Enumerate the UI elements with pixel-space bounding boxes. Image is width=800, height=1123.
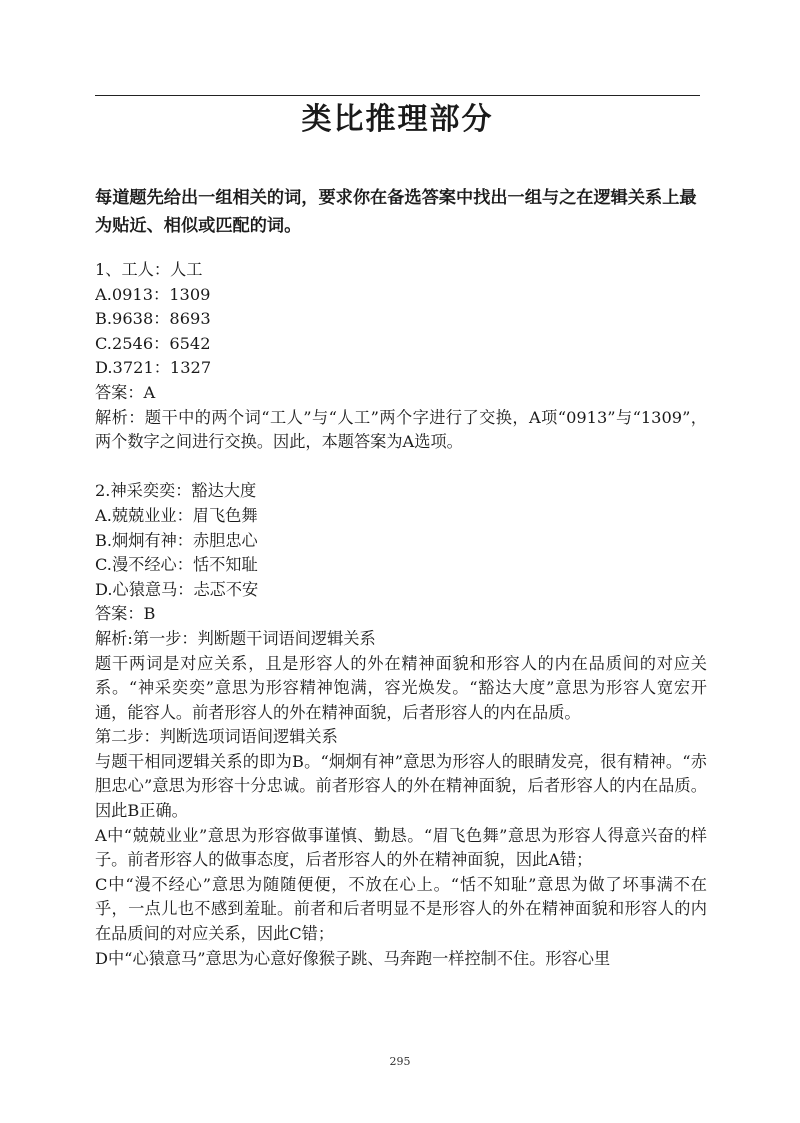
option-d-analysis: D中“心猿意马”意思为心意好像猴子跳、马奔跑一样控制不住。形容心里 bbox=[95, 948, 611, 968]
top-rule bbox=[95, 95, 700, 96]
analysis-step-2-heading: 第二步：判断选项词语间逻辑关系 bbox=[95, 727, 338, 747]
question-1-stem: 1、工人：人工 bbox=[95, 260, 203, 279]
analysis-step-2-text: 与题干相同逻辑关系的即为B。“炯炯有神”意思为形容人的眼睛发亮，很有精神。“赤胆忠心”意思为形容十分忠诚。前者形容人的外在精神面貌，后者形容人的内在品质。因此B正确。 bbox=[95, 751, 707, 821]
analysis-step-1-heading: 解析:第一步：判断题干词语间逻辑关系 bbox=[95, 628, 376, 648]
instructions: 每道题先给出一组相关的词，要求你在备选答案中找出一组与之在逻辑关系上最为贴近、相似或匹配的词。 bbox=[95, 188, 697, 236]
question-content bbox=[95, 258, 707, 971]
page-title: 类比推理部分 bbox=[301, 102, 494, 137]
question-1-option-b: B.9638：8693 bbox=[95, 309, 211, 329]
question-2-option-d: D.心猿意马：忐忑不安 bbox=[95, 579, 259, 599]
option-a-analysis: A中“兢兢业业”意思为形容做事谨慎、勤恳。“眉飞色舞”意思为形容人得意兴奋的样子。前者形容人的做事态度，后者形容人的外在精神面貌，因此A错； bbox=[95, 825, 707, 870]
question-1-option-d: D.3721：1327 bbox=[95, 358, 212, 378]
question-2-answer: 答案：B bbox=[95, 604, 156, 624]
page-number: 295 bbox=[389, 1055, 411, 1068]
question-1-analysis: 解析：题干中的两个词“工人”与“人工”两个字进行了交换，A项“0913”与“1309”，两个数字之间进行交换。因此，本题答案为A选项。 bbox=[95, 407, 707, 452]
question-1-option-a: A.0913：1309 bbox=[95, 284, 211, 304]
question-1-option-c: C.2546：6542 bbox=[95, 333, 211, 353]
question-1-answer: 答案：A bbox=[95, 382, 156, 402]
question-2-stem: 2.神采奕奕：豁达大度 bbox=[95, 481, 257, 501]
question-2-option-c: C.漫不经心：恬不知耻 bbox=[95, 555, 258, 575]
analysis-step-1-text: 题干两词是对应关系，且是形容人的外在精神面貌和形容人的内在品质间的对应关系。“神采奕奕”意思为形容精神饱满，容光焕发。“豁达大度”意思为形容人宽宏开通，能容人。前者形容人的外在精神面貌，后者形容人的内在品质。 bbox=[95, 653, 707, 722]
question-2-option-a: A.兢兢业业：眉飞色舞 bbox=[95, 505, 258, 525]
option-c-analysis: C中“漫不经心”意思为随随便便，不放在心上。“恬不知耻”意思为做了坏事满不在乎，一点儿也不感到羞耻。前者和后者明显不是形容人的外在精神面貌和形容人的内在品质间的对应关系，因此C错； bbox=[95, 874, 707, 944]
question-1 bbox=[95, 258, 707, 455]
question-2-option-b: B.炯炯有神：赤胆忠心 bbox=[95, 530, 258, 550]
spacer bbox=[95, 455, 707, 480]
question-2 bbox=[95, 479, 707, 971]
